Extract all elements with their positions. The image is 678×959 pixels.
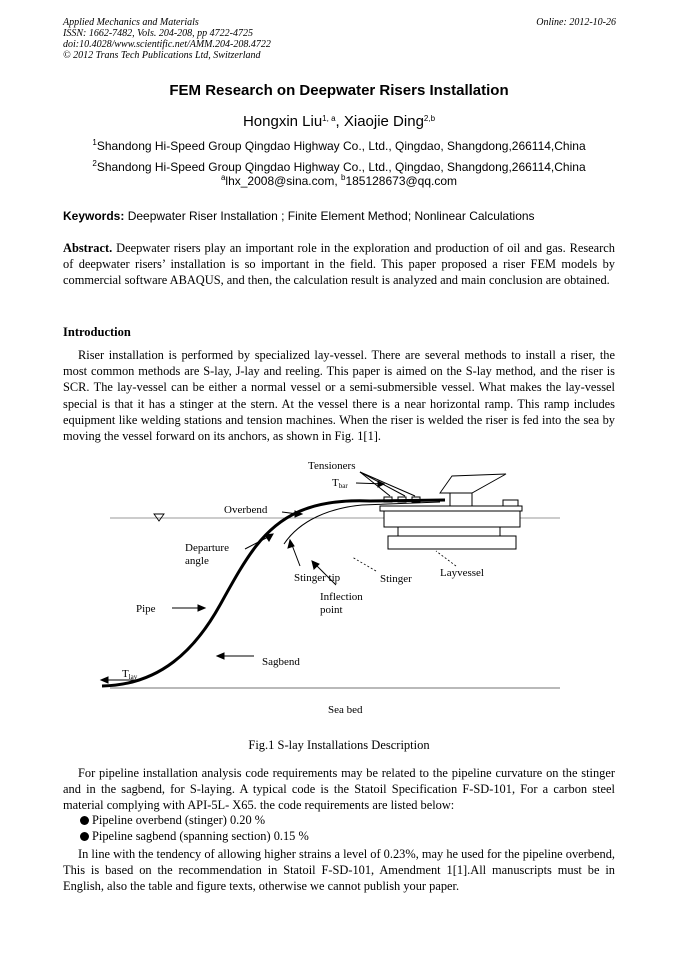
keywords-label: Keywords:	[63, 209, 125, 223]
author-2: Xiaojie Ding	[343, 113, 424, 130]
layvessel-block	[503, 500, 518, 506]
bullet-icon	[80, 832, 89, 841]
label-pipe: Pipe	[136, 603, 156, 615]
bullet-icon	[80, 816, 89, 825]
introduction-heading: Introduction	[63, 325, 131, 339]
bullet-item-2	[80, 828, 309, 844]
tensioners-arrow-3	[360, 472, 415, 496]
journal-header	[63, 17, 271, 61]
inflection-arrow-head	[312, 561, 319, 569]
email-a-sup: a	[220, 173, 226, 182]
abstract	[63, 240, 615, 289]
email-b-sup: b	[340, 173, 346, 182]
affiliation-1-num: 1	[92, 138, 97, 147]
tlay-arrow-head	[101, 677, 108, 683]
author-1: Hongxin Liu	[242, 113, 323, 130]
label-tbar-sub: bar	[338, 482, 348, 490]
s-lay-figure	[95, 452, 565, 727]
stinger-tip-arrow-head	[288, 540, 294, 548]
layvessel-crane	[440, 474, 506, 493]
affiliation-1-text: Shandong Hi-Speed Group Qingdao Highway Co., Ltd., Qingdao, Shangdong,266114,China	[96, 139, 586, 153]
label-seabed: Sea bed	[328, 704, 363, 716]
abstract-text: Deepwater risers play an important role in the exploration and production of oil and gas. Research of deepwater risers’ installation is so important in the field. This paper proposed a riser FEM models by commercial software ABAQUS, and then, the calculation result is analyzed and main conclusion are obtained.	[63, 241, 615, 288]
keywords-text: Deepwater Riser Installation ; Finite Element Method; Nonlinear Calculations	[124, 209, 535, 223]
abstract-label: Abstract.	[63, 241, 113, 255]
label-layvessel: Layvessel	[440, 567, 484, 579]
layvessel-leader	[436, 551, 456, 566]
layvessel-hull	[380, 506, 522, 511]
water-level-icon	[154, 514, 164, 521]
label-tlay-main: T	[122, 668, 129, 680]
online-date: Online: 2012-10-26	[536, 17, 616, 28]
author-2-sup: 2,b	[423, 114, 436, 123]
affiliation-1	[0, 139, 678, 153]
label-tlay	[122, 668, 138, 681]
introduction-paragraph-1: Riser installation is performed by specialized lay-vessel. There are several methods to install a riser, the most common methods are S-lay, J-lay and reeling. This paper is aimed on the S-lay method, and the riser is SCR. The lay-vessel can be either a normal vessel or a semi-submersible vessel. What makes the lay-vessel special is that it has a stinger at the stern. At the vessel there is a near horizontal ramp. This ramp includes equipment like welding stations and tension machines. When the riser is welded the riser is fed into the sea by moving the vessel forward on its anchors, as shown in Fig. 1[1].	[63, 348, 615, 444]
label-inflection: Inflection	[320, 591, 363, 603]
departure-arrow	[245, 536, 270, 549]
paper-title: FEM Research on Deepwater Risers Installation	[169, 82, 509, 99]
bullet-item-1	[80, 812, 265, 828]
label-tlay-sub: lay	[128, 673, 138, 681]
copyright: © 2012 Trans Tech Publications Ltd, Switzerland	[63, 50, 261, 61]
label-point: point	[320, 604, 343, 616]
layvessel-house	[450, 493, 472, 506]
author-1-sup: 1, a	[322, 114, 336, 123]
journal-name: Applied Mechanics and Materials	[63, 17, 199, 28]
label-tbar-main: T	[332, 477, 339, 489]
email-line	[0, 174, 678, 188]
departure-arrow-head	[265, 534, 273, 541]
label-stinger: Stinger	[380, 573, 412, 585]
label-overbend: Overbend	[224, 504, 268, 516]
email-b[interactable]: 185128673@qq.com	[345, 174, 458, 188]
pipe-arrow-head	[198, 605, 205, 611]
layvessel-pontoon	[388, 536, 516, 549]
label-departure: Departure	[185, 542, 229, 554]
label-sagbend: Sagbend	[262, 656, 300, 668]
doi: doi:10.4028/www.scientific.net/AMM.204-208.4722	[63, 39, 271, 50]
author-sep: ,	[335, 113, 344, 130]
label-stinger-tip: Stinger tip	[294, 572, 341, 584]
affiliation-2	[0, 160, 678, 174]
issn: ISSN: 1662-7482, Vols. 204-208, pp 4722-4725	[63, 28, 253, 39]
affiliation-2-text: Shandong Hi-Speed Group Qingdao Highway Co., Ltd., Qingdao, Shangdong,266114,China	[96, 160, 586, 174]
bullet-text-1: Pipeline overbend (stinger) 0.20 %	[92, 813, 266, 827]
layvessel-deck	[384, 511, 520, 527]
stinger-tip-arrow	[292, 545, 300, 566]
introduction-paragraph-2: For pipeline installation analysis code requirements may be related to the pipeline curvature on the stinger and in the sagbend, for S-laying. A typical code is the Statoil Specification F-SD-101, For a carbon steel material complying with API-5L- X65. the code requirements are listed below:	[63, 766, 615, 813]
label-angle: angle	[185, 555, 209, 567]
bullet-text-2: Pipeline sagbend (spanning section) 0.15 %	[92, 829, 309, 843]
email-a[interactable]: lhx_2008@sina.com,	[225, 174, 341, 188]
label-tensioners: Tensioners	[308, 460, 356, 472]
affiliation-2-num: 2	[92, 159, 97, 168]
label-tbar	[332, 477, 348, 490]
introduction-paragraph-3: In line with the tendency of allowing higher strains a level of 0.23%, may he used for the pipeline overbend, This is based on the recommendation in Statoil F-SD-101, Amendment 1[1].All manuscripts must be in English, also the table and figure texts, otherwise we cannot publish your paper.	[63, 847, 615, 894]
figure-caption: Fig.1 S-lay Installations Description	[248, 738, 430, 752]
author-line	[0, 113, 678, 130]
sagbend-arrow-head	[217, 653, 224, 659]
keywords	[63, 209, 535, 223]
stinger-leader	[352, 557, 376, 571]
